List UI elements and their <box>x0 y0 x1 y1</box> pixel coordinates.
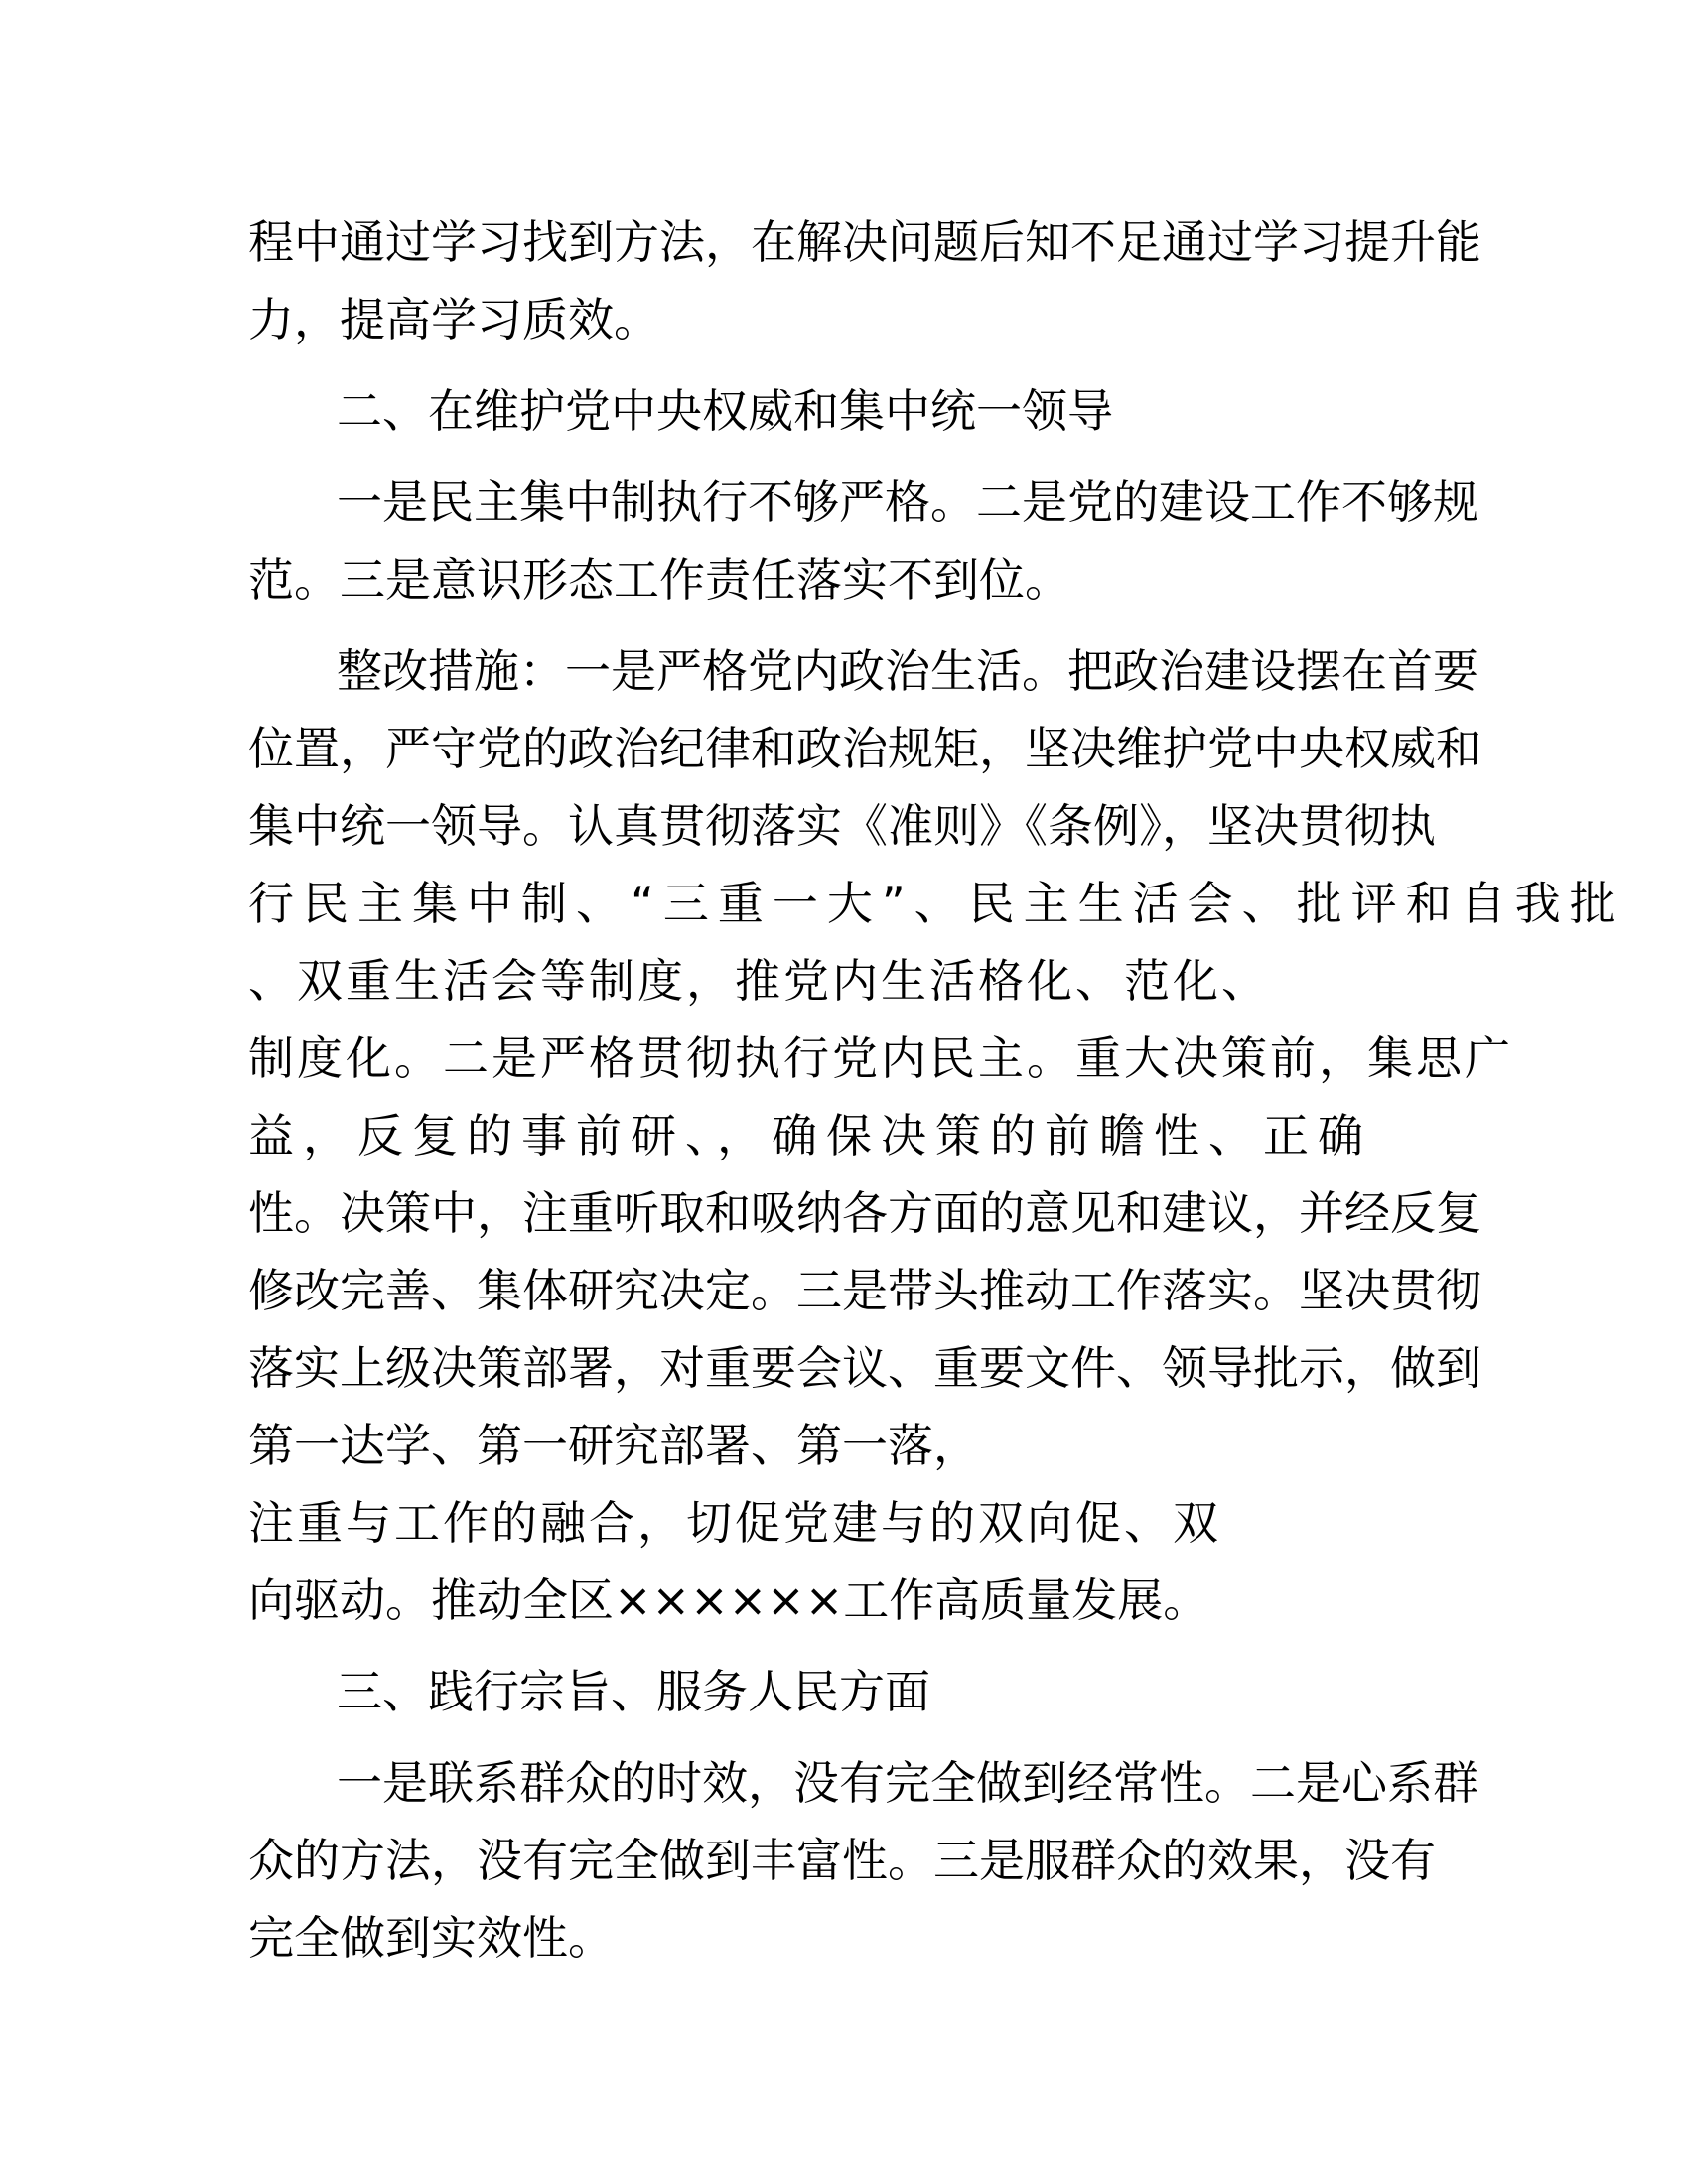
body-line-20: 一是联系群众的时效，没有完全做到经常性。二是心系群 <box>337 1756 1478 1810</box>
body-line-8: 集中统一领导。认真贯彻落实《准则》《条例》，坚决贯彻执 <box>248 799 1436 853</box>
body-line-2: 力，提高学习质效。 <box>248 293 659 346</box>
body-line-17: 注重与工作的融合，切促党建与的双向促、双 <box>248 1496 1221 1550</box>
body-line-18: 向驱动。推动全区××××××工作高质量发展。 <box>248 1573 1209 1627</box>
body-line-15: 落实上级决策部署，对重要会议、重要文件、领导批示，做到 <box>248 1341 1481 1395</box>
section-heading-3: 三、践行宗旨、服务人民方面 <box>337 1665 930 1718</box>
body-line-11: 制度化。二是严格贯彻执行党内民主。重大决策前，集思广 <box>248 1031 1513 1085</box>
body-line-21: 众的方法，没有完全做到丰富性。三是服群众的效果，没有 <box>248 1834 1436 1887</box>
body-line-9: 行民主集中制、“三重一大”、民主生活会、批评和自我批 <box>248 877 1624 930</box>
body-line-10: 、双重生活会等制度，推党内生活格化、范化、 <box>248 954 1270 1008</box>
section-heading-2: 二、在维护党中央权威和集中统一领导 <box>337 384 1113 438</box>
body-line-22: 完全做到实效性。 <box>248 1911 614 1965</box>
body-line-12: 益，反复的事前研、，确保决策的前瞻性、正确 <box>248 1109 1372 1162</box>
body-line-16: 第一达学、第一研究部署、第一落， <box>248 1419 979 1472</box>
body-line-6: 整改措施：一是严格党内政治生活。把政治建设摆在首要 <box>337 644 1478 698</box>
body-line-5: 范。三是意识形态工作责任落实不到位。 <box>248 553 1070 607</box>
body-line-14: 修改完善、集体研究决定。三是带头推动工作落实。坚决贯彻 <box>248 1264 1481 1317</box>
body-line-7: 位置，严守党的政治纪律和政治规矩，坚决维护党中央权威和 <box>248 722 1481 775</box>
body-line-1: 程中通过学习找到方法，在解决问题后知不足通过学习提升能 <box>248 215 1481 269</box>
body-line-13: 性。决策中，注重听取和吸纳各方面的意见和建议，并经反复 <box>248 1186 1481 1240</box>
body-line-4: 一是民主集中制执行不够严格。二是党的建设工作不够规 <box>337 476 1478 529</box>
